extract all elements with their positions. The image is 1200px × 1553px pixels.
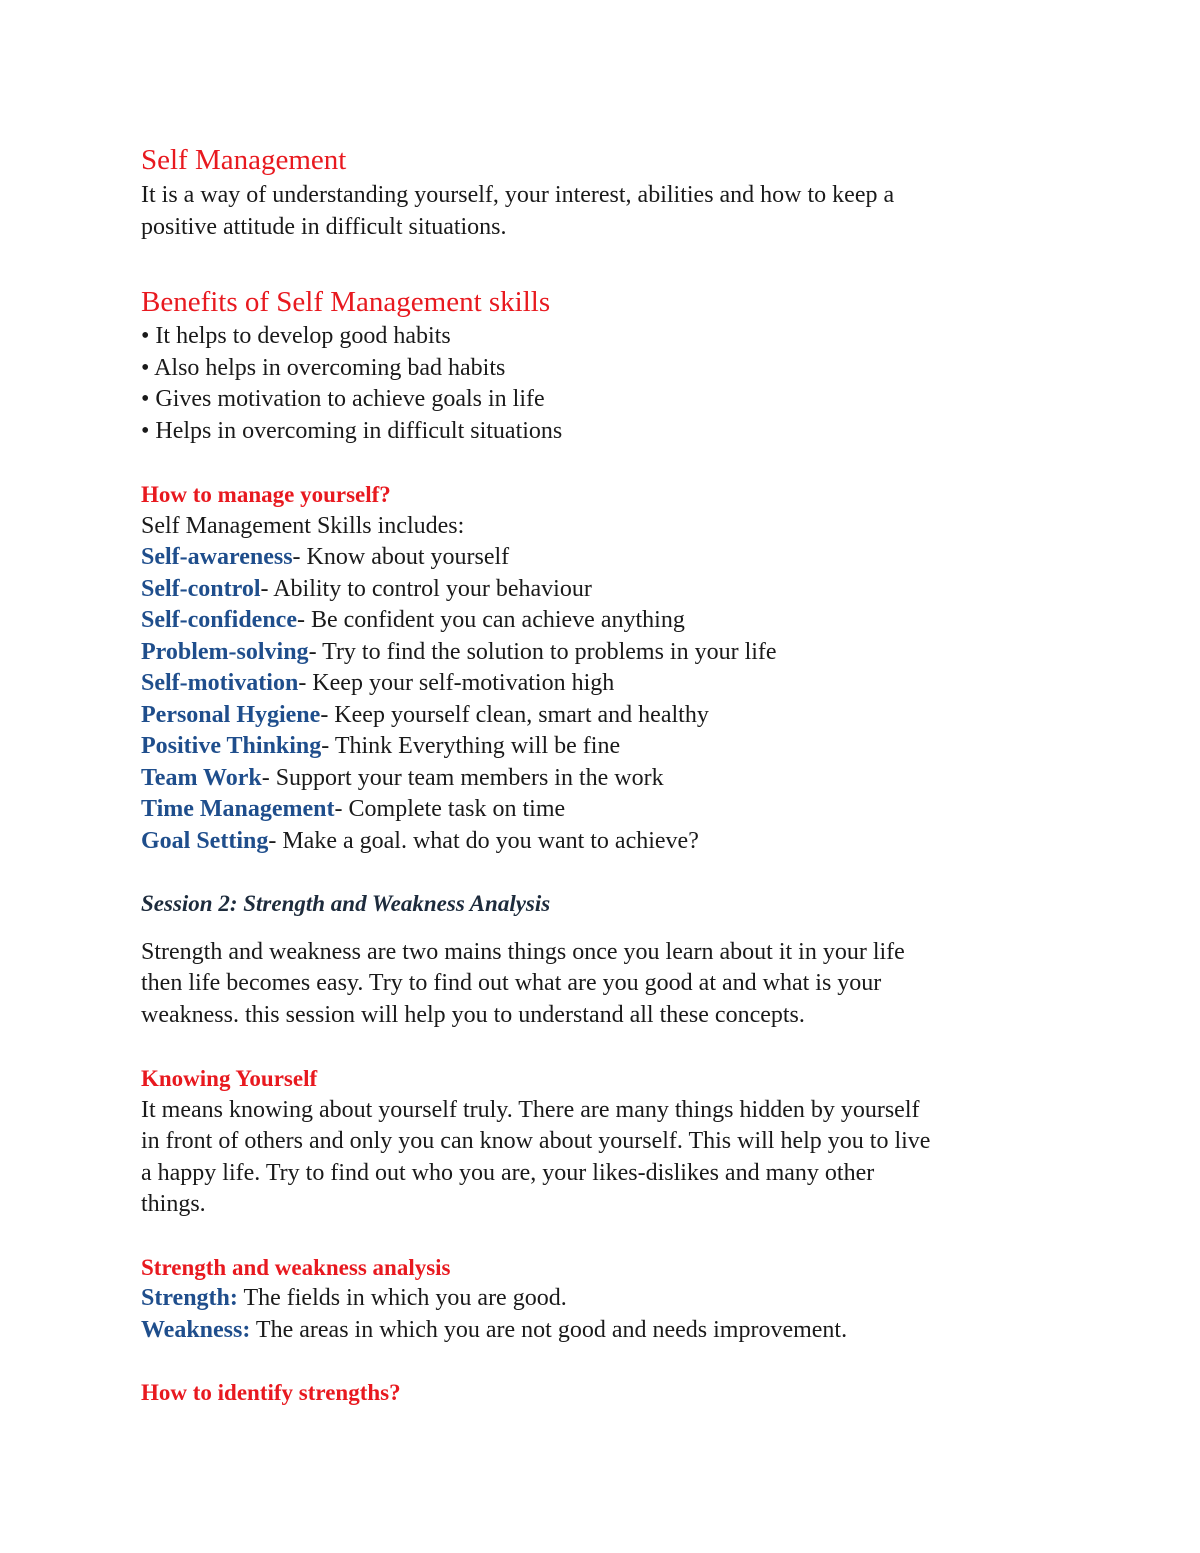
heading-identify: How to identify strengths? [141, 1380, 401, 1405]
paragraph-line: weakness. this session will help you to understand all these concepts. [141, 1001, 805, 1028]
skill-term: Self-awareness [141, 544, 293, 570]
skill-item [141, 542, 1081, 574]
skill-desc: - Complete task on time [334, 796, 566, 822]
skill-term: Self-confidence [141, 607, 297, 633]
paragraph-line: It is a way of understanding yourself, your interest, abilities and how to keep a [141, 182, 895, 208]
skill-term: Goal Setting [141, 827, 269, 854]
skill-desc: - Ability to control your behaviour [260, 575, 592, 602]
paragraph-line: things. [141, 1191, 206, 1217]
skill-item [141, 605, 1081, 637]
skill-item [141, 763, 1081, 795]
heading-how-to-manage: How to manage yourself? [141, 482, 391, 507]
paragraph-line: It means knowing about yourself truly. There are many things hidden by yourself [141, 1096, 920, 1123]
bullet-item: • Gives motivation to achieve goals in life [141, 386, 545, 412]
heading-analysis: Strength and weakness analysis [141, 1254, 451, 1280]
analysis-term: Strength: [141, 1285, 238, 1311]
skill-item [141, 826, 1081, 858]
skill-item [141, 731, 1081, 763]
heading-session-2: Session 2: Strength and Weakness Analysis [141, 891, 551, 916]
skill-desc: - Know about yourself [292, 544, 510, 570]
section-session-2 [141, 888, 1081, 1031]
section-benefits [141, 284, 1081, 447]
heading-benefits: Benefits of Self Management skills [141, 286, 551, 318]
skill-desc: - Make a goal. what do you want to achieve? [268, 827, 699, 854]
heading-self-management: Self Management [141, 144, 347, 176]
heading-knowing-yourself: Knowing Yourself [141, 1066, 318, 1091]
skill-item [141, 637, 1081, 669]
analysis-desc: The areas in which you are not good and needs improvement. [250, 1316, 848, 1343]
skills-intro: Self Management Skills includes: [141, 512, 465, 539]
skill-term: Time Management [141, 796, 335, 822]
skill-item [141, 700, 1081, 732]
analysis-item [141, 1283, 1081, 1315]
paragraph-line: in front of others and only you can know about yourself. This will help you to live [141, 1128, 931, 1154]
skill-term: Self-control [141, 575, 261, 602]
skill-desc: - Keep yourself clean, smart and healthy [320, 701, 709, 728]
analysis-term: Weakness: [141, 1316, 251, 1343]
skill-term: Personal Hygiene [141, 701, 321, 728]
skill-term: Team Work [141, 764, 262, 791]
skill-desc: - Support your team members in the work [261, 764, 664, 791]
skill-desc: - Keep your self-motivation high [298, 670, 615, 696]
document-page [141, 140, 1081, 1409]
skill-item [141, 574, 1081, 606]
section-how-to-manage [141, 479, 1081, 857]
paragraph-line: positive attitude in difficult situations. [141, 213, 507, 240]
section-knowing-yourself [141, 1063, 1081, 1221]
paragraph-line: a happy life. Try to find out who you are, your likes-dislikes and many other [141, 1159, 875, 1186]
skill-desc: - Think Everything will be fine [321, 733, 621, 759]
paragraph-line: Strength and weakness are two mains things once you learn about it in your life [141, 938, 905, 965]
spacer [141, 920, 1081, 937]
paragraph-line: then life becomes easy. Try to find out what are you good at and what is your [141, 970, 882, 996]
bullet-item: • Also helps in overcoming bad habits [141, 354, 506, 381]
skill-term: Positive Thinking [141, 733, 322, 759]
analysis-item [141, 1315, 1081, 1347]
section-analysis [141, 1252, 1081, 1347]
analysis-desc: The fields in which you are good. [237, 1285, 567, 1311]
skill-desc: - Be confident you can achieve anything [296, 607, 685, 633]
skill-item [141, 668, 1081, 700]
skill-term: Self-motivation [141, 670, 299, 696]
skill-term: Problem-solving [141, 638, 309, 665]
skill-item [141, 794, 1081, 826]
skill-desc: - Try to find the solution to problems in your life [308, 638, 777, 665]
bullet-item: • It helps to develop good habits [141, 323, 451, 349]
section-identify [141, 1377, 1081, 1409]
section-self-management [141, 140, 1081, 243]
bullet-item: • Helps in overcoming in difficult situations [141, 417, 563, 444]
